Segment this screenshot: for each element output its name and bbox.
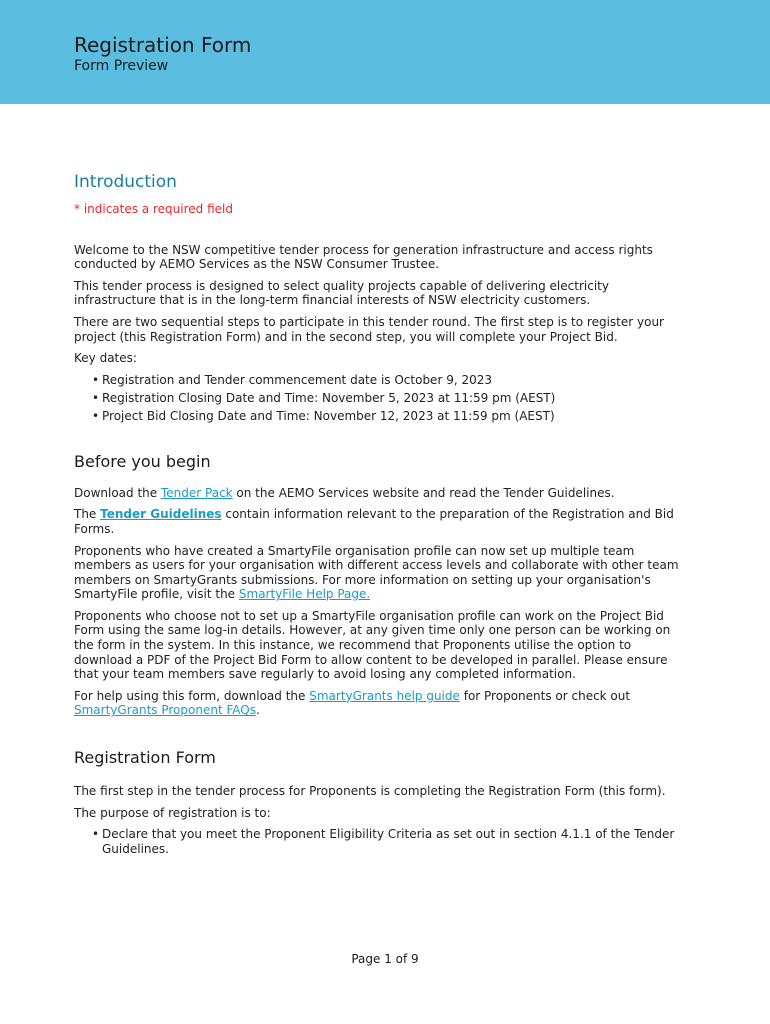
- form-title: Registration Form: [74, 33, 252, 57]
- before-paragraph: Proponents who have created a SmartyFile organisation profile can now set up multiple team members as users for your organisation with different access levels and collaborate with other team members on SmartyGrants submissions. For more information on setting up your organisation's SmartyFile profile, visit the SmartyFile Help Page.: [74, 543, 679, 602]
- form-subtitle: Form Preview: [74, 58, 169, 74]
- page-number: Page 1 of 9: [351, 952, 419, 966]
- list-item: • Declare that you meet the Proponent Eligibility Criteria as set out in section 4.1.1 of the Tender Guidelines.: [92, 827, 675, 856]
- bullet-icon: •: [92, 372, 100, 387]
- smartygrants-faqs-link[interactable]: SmartyGrants Proponent FAQs: [74, 703, 256, 718]
- tender-pack-link[interactable]: Tender Pack: [160, 485, 233, 500]
- intro-paragraph: This tender process is designed to select quality projects capable of delivering electricity infrastructure that is in the long-term financial interests of NSW electricity customers.: [74, 278, 609, 308]
- key-dates-list: [90, 373, 684, 424]
- list-item: • Registration Closing Date and Time: November 5, 2023 at 11:59 pm (AEST): [92, 390, 556, 405]
- before-paragraph: For help using this form, download the SmartyGrants help guide for Proponents or check out SmartyGrants Proponent FAQs.: [74, 688, 631, 718]
- before-you-begin-heading: Before you begin: [74, 451, 211, 471]
- smartygrants-help-guide-link[interactable]: SmartyGrants help guide: [309, 688, 460, 703]
- list-item: • Project Bid Closing Date and Time: November 12, 2023 at 11:59 pm (AEST): [92, 409, 555, 424]
- registration-paragraph: The first step in the tender process for Proponents is completing the Registration Form (this form).: [74, 784, 666, 799]
- list-item: • Registration and Tender commencement date is October 9, 2023: [92, 372, 492, 387]
- form-content: [74, 171, 684, 860]
- introduction-heading: Introduction: [74, 172, 177, 192]
- before-paragraph: Proponents who choose not to set up a SmartyFile organisation profile can work on the Project Bid Form using the same log-in details. However, at any given time only one person can be working on the form in the system. In this instance, we recommend that Proponents utilise the option to download a PDF of the Project Bid Form to allow content to be developed in parallel. Please ensure that your team members save regularly to avoid losing any completed information.: [74, 608, 671, 682]
- tender-guidelines-link[interactable]: Tender Guidelines: [100, 507, 222, 522]
- page-header: [0, 0, 770, 104]
- smartyfile-help-link[interactable]: SmartyFile Help Page.: [238, 587, 371, 602]
- registration-purpose-list: [90, 827, 684, 856]
- required-field-note: * indicates a required field: [74, 202, 233, 216]
- bullet-icon: •: [92, 390, 100, 405]
- bullet-icon: •: [92, 827, 100, 842]
- intro-paragraph: There are two sequential steps to participate in this tender round. The first step is to register your project (this Registration Form) and in the second step, you will complete your Project Bid.: [74, 314, 664, 344]
- registration-form-heading: Registration Form: [74, 748, 216, 768]
- before-paragraph: Download the Tender Pack on the AEMO Services website and read the Tender Guidelines.: [74, 485, 615, 500]
- registration-paragraph: The purpose of registration is to:: [74, 805, 271, 820]
- bullet-icon: •: [92, 409, 100, 424]
- before-paragraph: The Tender Guidelines contain information relevant to the preparation of the Registration and Bid Forms.: [74, 507, 674, 536]
- intro-paragraph: Welcome to the NSW competitive tender process for generation infrastructure and access rights conducted by AEMO Services as the NSW Consumer Trustee.: [74, 242, 653, 272]
- key-dates-label: Key dates:: [74, 351, 137, 366]
